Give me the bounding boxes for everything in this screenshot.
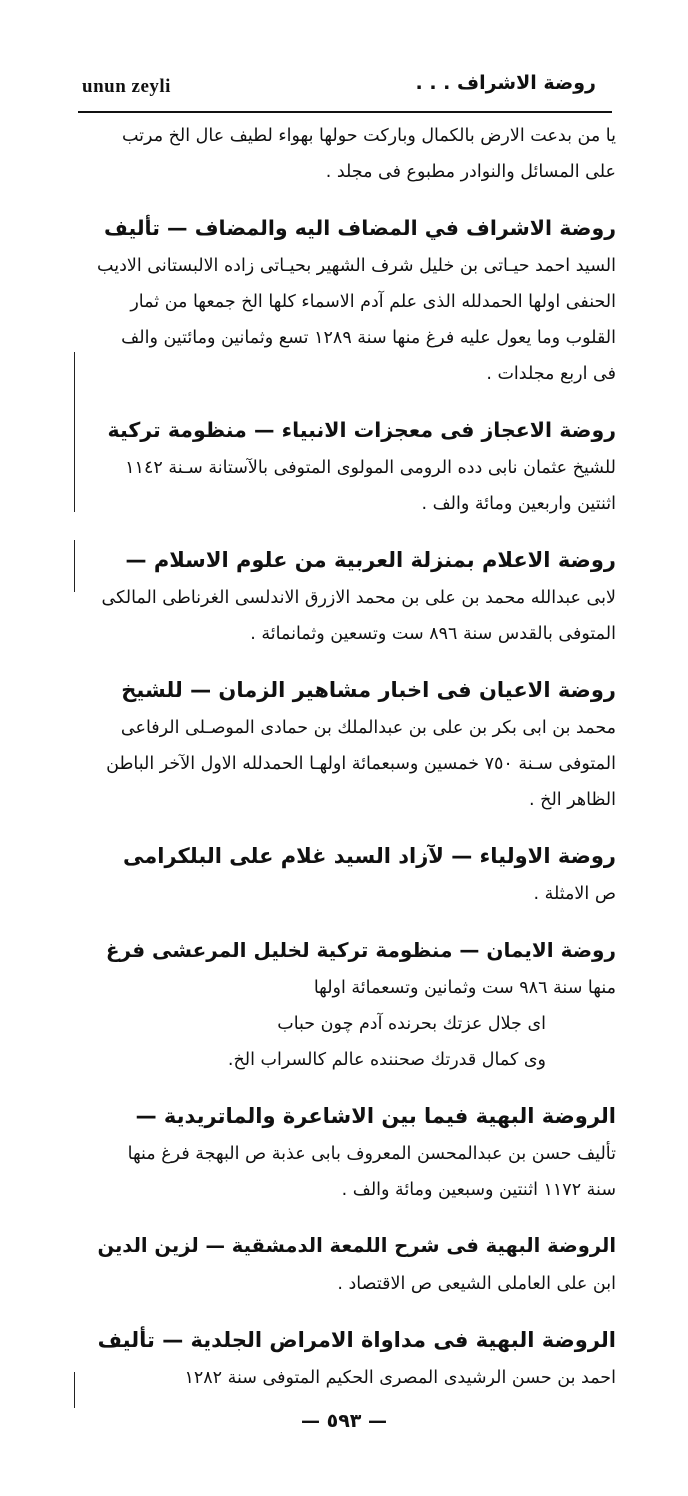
verse-block xyxy=(96,1006,616,1078)
margin-mark xyxy=(74,1372,75,1408)
header-rule xyxy=(78,111,612,113)
entry xyxy=(96,1226,616,1302)
margin-mark xyxy=(74,540,75,592)
entry-title: روضة الاشراف في المضاف اليه والمضاف — تأليف xyxy=(104,216,616,240)
entry xyxy=(96,208,616,392)
entry-text: احمد بن حسن الرشيدى المصرى الحكيم المتوفى سنة ١٢٨٢ xyxy=(184,1368,616,1388)
margin-mark xyxy=(74,352,75,512)
entry-text: لابى عبدالله محمد بن على بن محمد الازرق الاندلسى الغرناطى المالكى المتوفى بالقدس سنة ٨٩٦ ست وتسعين وثمانمائة . xyxy=(101,588,616,644)
entry xyxy=(96,670,616,818)
entry-text: تأليف حسن بن عبدالمحسن المعروف بابى عذبة ص البهجة فرغ منها سنة ١١٧٢ اثنتين وسبعين ومائة والف . xyxy=(127,1144,616,1200)
entry-title: روضة الايمان — منظومة تركية لخليل المرعشى فرغ xyxy=(105,938,616,962)
dictionary-entries xyxy=(96,118,616,1408)
entry-text: ابن على العاملى الشيعى ص الاقتصاد . xyxy=(337,1274,616,1294)
running-header-right: روضة الاشراف . . . xyxy=(415,72,596,94)
entry-text: يا من بدعت الارض بالكمال وبارکت حولها بهواء لطيف عال الخ مرتب على المسائل والنوادر مطبوع فى مجلد . xyxy=(121,126,616,182)
verse-line: اى جلال عزتك بحرنده آدم چون حباب xyxy=(277,1014,546,1034)
entry-title: الروضة البهية فى شرح اللمعة الدمشقية — لزين الدين xyxy=(97,1234,616,1257)
page-number: — ٥٩٣ — xyxy=(300,1410,388,1432)
running-header-left: unun zeyli xyxy=(82,76,171,97)
entry-text: منها سنة ٩٨٦ ست وثمانين وتسعمائة اولها xyxy=(313,978,616,998)
entry xyxy=(96,836,616,912)
entry xyxy=(96,1320,616,1396)
entry xyxy=(96,930,616,1078)
entry-text: محمد بن ابى بكر بن على بن عبدالملك بن حمادى الموصـلى الرفاعى المتوفى سـنة ٧٥٠ خمسين وسبعمائة اولهـا الحمدلله الاول الآخر الباطن الظاهر الخ . xyxy=(106,718,616,810)
entry xyxy=(96,1096,616,1208)
entry-text: ص الامثلة . xyxy=(533,884,616,904)
entry-title: روضة الاعلام بمنزلة العربية من علوم الاسلام — xyxy=(125,548,616,572)
verse-line: وى كمال قدرتك صحننده عالم كالسراب الخ. xyxy=(227,1050,546,1070)
entry xyxy=(96,410,616,522)
entry xyxy=(96,540,616,652)
entry-text: السيد احمد حيـاتى بن خليل شرف الشهير بحيـاتى زاده الالبستانى الاديب الحنفى اولها الحمدلله الذى علم آدم الاسماء كلها الخ جمعها من ثمار القلوب وما يعول عليه فرغ منها سنة ١٢٨٩ تسع وثمانين ومائتين والف فى اربع مجلدات . xyxy=(97,256,616,384)
entry-continuation xyxy=(96,118,616,190)
entry-title: الروضة البهية فى مداواة الامراض الجلدية — تأليف xyxy=(97,1328,616,1352)
entry-text: للشيخ عثمان نابى دده الرومى المولوى المتوفى بالآستانة سـنة ١١٤٢ اثنتين واربعين ومائة والف . xyxy=(125,458,616,514)
entry-title: روضة الاولياء — لآزاد السيد غلام على البلكرامى xyxy=(123,844,616,868)
entry-title: روضة الاعجاز فى معجزات الانبياء — منظومة تركية xyxy=(107,418,616,442)
entry-title: الروضة البهية فيما بين الاشاعرة والماتريدية — xyxy=(135,1104,616,1128)
entry-title: روضة الاعيان فى اخبار مشاهير الزمان — للشيخ xyxy=(121,678,616,702)
